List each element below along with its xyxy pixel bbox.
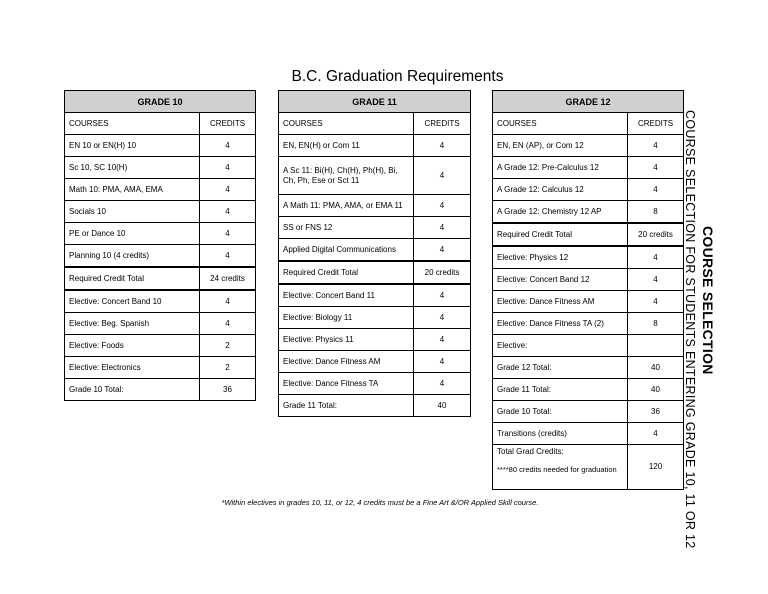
grade-10-heading: GRADE 10 — [65, 91, 256, 113]
side-subheading: COURSE SELECTION FOR STUDENTS ENTERING GRADE 10, 11 OR 12 — [683, 110, 697, 549]
grade-total-label: Grade 11 Total: — [279, 395, 414, 417]
course-cell: A Grade 12: Calculus 12 — [493, 179, 628, 201]
side-heading: COURSE SELECTION — [700, 226, 716, 375]
grade-total-label: Grade 10 Total: — [65, 379, 200, 401]
credits-cell: 4 — [414, 135, 471, 157]
courses-column-header: COURSES — [65, 113, 200, 135]
total-grad-credits-cell — [493, 445, 628, 490]
credits-cell: 4 — [414, 239, 471, 262]
grade-11-table — [278, 90, 471, 417]
grade-11-heading: GRADE 11 — [279, 91, 471, 113]
graduation-requirement-note: ****80 credits needed for graduation — [497, 465, 617, 474]
course-cell: Elective: Biology 11 — [279, 307, 414, 329]
course-cell: Elective: — [493, 335, 628, 357]
credits-cell: 4 — [200, 157, 256, 179]
grade-total-value: 36 — [628, 401, 684, 423]
credits-cell: 4 — [200, 201, 256, 223]
credits-cell: 8 — [628, 313, 684, 335]
courses-column-header: COURSES — [493, 113, 628, 135]
grade-10-table — [64, 90, 256, 401]
course-cell: Elective: Electronics — [65, 357, 200, 379]
course-cell: A Sc 11: Bi(H), Ch(H), Ph(H), Bi, Ch, Ph, Ese or Sct 11 — [279, 157, 414, 195]
credits-cell: 4 — [200, 245, 256, 268]
course-cell: A Math 11: PMA, AMA, or EMA 11 — [279, 195, 414, 217]
credits-cell: 4 — [628, 179, 684, 201]
required-credit-total-label: Required Credit Total — [279, 261, 414, 284]
credits-cell: 4 — [200, 179, 256, 201]
course-cell: Sc 10, SC 10(H) — [65, 157, 200, 179]
required-credit-total-value: 20 credits — [628, 223, 684, 246]
grade-12-heading: GRADE 12 — [493, 91, 684, 113]
credits-cell: 4 — [414, 284, 471, 307]
required-credit-total-label: Required Credit Total — [65, 267, 200, 290]
course-cell: Elective: Foods — [65, 335, 200, 357]
required-credit-total-value: 24 credits — [200, 267, 256, 290]
course-cell: A Grade 12: Pre-Calculus 12 — [493, 157, 628, 179]
course-cell: Elective: Beg. Spanish — [65, 313, 200, 335]
course-cell: EN, EN (AP), or Com 12 — [493, 135, 628, 157]
required-credit-total-label: Required Credit Total — [493, 223, 628, 246]
course-cell: Elective: Physics 11 — [279, 329, 414, 351]
credits-cell: 4 — [414, 217, 471, 239]
course-cell: SS or FNS 12 — [279, 217, 414, 239]
course-cell: Elective: Concert Band 12 — [493, 269, 628, 291]
credits-cell: 4 — [628, 157, 684, 179]
course-cell: Elective: Dance Fitness AM — [493, 291, 628, 313]
grade-total-value: 40 — [414, 395, 471, 417]
grade-total-label: Grade 11 Total: — [493, 379, 628, 401]
course-cell: EN 10 or EN(H) 10 — [65, 135, 200, 157]
credits-cell: 2 — [200, 335, 256, 357]
grade-total-value: 36 — [200, 379, 256, 401]
grade-total-value: 40 — [628, 357, 684, 379]
credits-cell: 4 — [414, 307, 471, 329]
credits-column-header: CREDITS — [200, 113, 256, 135]
credits-cell: 4 — [628, 135, 684, 157]
total-grad-credits-label: Total Grad Credits: — [497, 447, 564, 456]
grade-12-table — [492, 90, 684, 490]
credits-column-header: CREDITS — [628, 113, 684, 135]
course-cell: Elective: Dance Fitness TA — [279, 373, 414, 395]
credits-cell: 4 — [414, 373, 471, 395]
course-cell: Math 10: PMA, AMA, EMA — [65, 179, 200, 201]
course-cell: Elective: Concert Band 10 — [65, 290, 200, 313]
course-cell: Elective: Concert Band 11 — [279, 284, 414, 307]
credits-cell: 4 — [414, 195, 471, 217]
course-cell: Applied Digital Communications — [279, 239, 414, 262]
credits-cell: 4 — [628, 269, 684, 291]
course-cell: Socials 10 — [65, 201, 200, 223]
course-cell: PE or Dance 10 — [65, 223, 200, 245]
credits-cell: 4 — [200, 313, 256, 335]
credits-cell: 2 — [200, 357, 256, 379]
credits-cell: 4 — [414, 157, 471, 195]
credits-cell: 8 — [628, 201, 684, 224]
credits-cell: 4 — [414, 351, 471, 373]
credits-cell: 4 — [628, 246, 684, 269]
courses-column-header: COURSES — [279, 113, 414, 135]
total-grad-credits-value: 120 — [628, 445, 684, 490]
credits-column-header: CREDITS — [414, 113, 471, 135]
transitions-value: 4 — [628, 423, 684, 445]
course-cell: Elective: Dance Fitness AM — [279, 351, 414, 373]
grade-total-label: Grade 12 Total: — [493, 357, 628, 379]
course-cell: Planning 10 (4 credits) — [65, 245, 200, 268]
grade-total-label: Grade 10 Total: — [493, 401, 628, 423]
credits-cell: 4 — [414, 329, 471, 351]
course-cell: Elective: Dance Fitness TA (2) — [493, 313, 628, 335]
course-cell: Elective: Physics 12 — [493, 246, 628, 269]
credits-cell: 4 — [200, 290, 256, 313]
credits-cell: 4 — [200, 135, 256, 157]
credits-cell: 4 — [628, 291, 684, 313]
course-cell: A Grade 12: Chemistry 12 AP — [493, 201, 628, 224]
credits-cell: 4 — [200, 223, 256, 245]
grade-total-value: 40 — [628, 379, 684, 401]
course-cell: EN, EN(H) or Com 11 — [279, 135, 414, 157]
required-credit-total-value: 20 credits — [414, 261, 471, 284]
transitions-label: Transitions (credits) — [493, 423, 628, 445]
elective-footnote: *Within electives in grades 10, 11, or 12, 4 credits must be a Fine Art &/OR Applied Skill course. — [221, 498, 539, 507]
page-title: B.C. Graduation Requirements — [291, 68, 504, 85]
credits-cell — [628, 335, 684, 357]
